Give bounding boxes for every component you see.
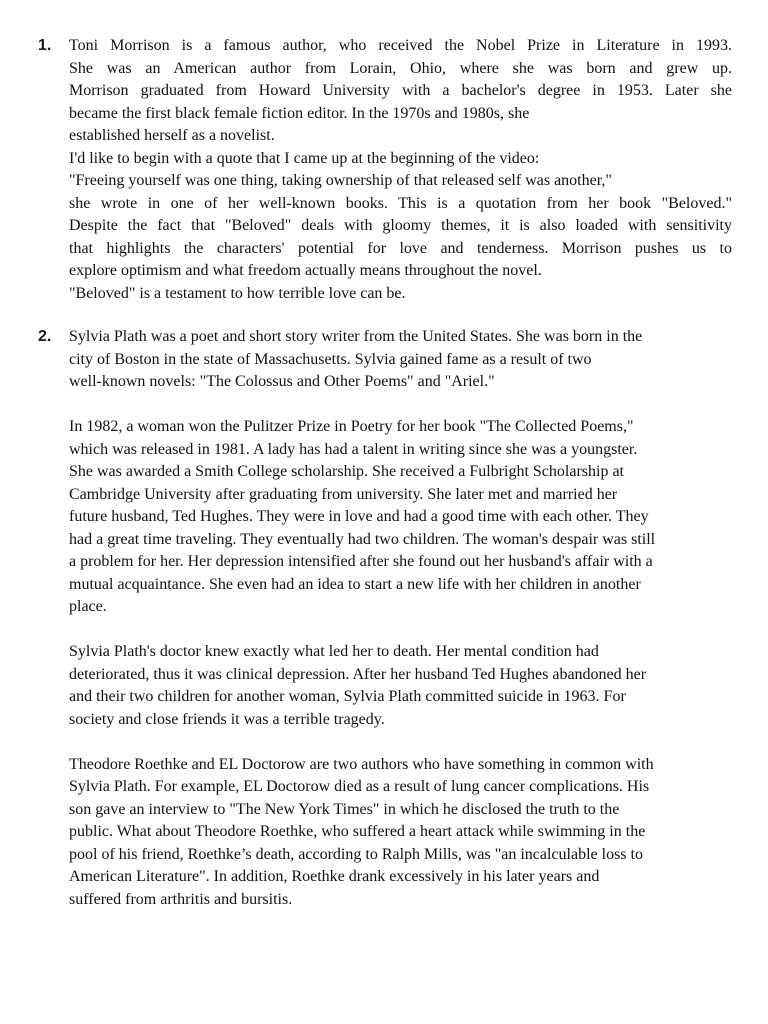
- text-line: that highlights the characters' potential for love and tenderness. Morrison pushes us to: [69, 239, 732, 257]
- text-line: She was awarded a Smith College scholarship. She received a Fulbright Scholarship at: [69, 463, 624, 480]
- text-line: explore optimism and what freedom actually means throughout the novel.: [69, 262, 542, 279]
- text-line: future husband, Ted Hughes. They were in love and had a good time with each other. They: [69, 508, 649, 525]
- text-line: Morrison graduated from Howard University with a bachelor's degree in 1953. Later she: [69, 82, 732, 99]
- text-line: Sylvia Plath. For example, EL Doctorow died as a result of lung cancer complications. His: [69, 778, 650, 795]
- text-line: she wrote in one of her well-known books. This is a quotation from her book "Beloved.": [69, 194, 732, 212]
- text-line: established herself as a novelist.: [69, 127, 275, 144]
- text-line: "Beloved" is a testament to how terrible love can be.: [69, 284, 406, 302]
- text-line: Toni Morrison is a famous author, who received the Nobel Prize in Literature in 1993.: [69, 37, 732, 54]
- paragraph: [69, 326, 732, 394]
- text-line: Despite the fact that "Beloved" deals with gloomy themes, it is also loaded with sensitivity: [69, 217, 732, 234]
- text-line: became the first black female fiction editor. In the 1970s and 1980s, she: [69, 104, 530, 122]
- text-line: Sylvia Plath was a poet and short story writer from the United States. She was born in the: [69, 328, 643, 345]
- text-line: mutual acquaintance. She even had an idea to start a new life with her children in another: [69, 575, 641, 593]
- text-line: which was released in 1981. A lady has had a talent in writing since she was a youngster.: [69, 440, 638, 458]
- item-text: [69, 326, 732, 934]
- text-line: pool of his friend, Roethke’s death, according to Ralph Mills, was "an incalculable loss to: [69, 845, 643, 863]
- list-number: 1.: [38, 37, 52, 54]
- text-line: society and close friends it was a terrible tragedy.: [69, 710, 385, 728]
- item-text: [69, 35, 732, 305]
- text-line: I'd like to begin with a quote that I came up at the beginning of the video:: [69, 149, 540, 167]
- paragraph: [69, 641, 732, 731]
- text-line: American Literature". In addition, Roethke drank excessively in his later years and: [69, 868, 600, 885]
- list-number: 2.: [38, 328, 52, 345]
- text-line: Theodore Roethke and EL Doctorow are two authors who have something in common with: [69, 755, 654, 773]
- text-line: city of Boston in the state of Massachusetts. Sylvia gained fame as a result of two: [69, 350, 592, 368]
- text-line: a problem for her. Her depression intensified after she found out her husband's affair with a: [69, 553, 653, 570]
- text-line: place.: [69, 598, 107, 615]
- text-line: suffered from arthritis and bursitis.: [69, 890, 293, 908]
- text-line: Sylvia Plath's doctor knew exactly what led her to death. Her mental condition had: [69, 643, 599, 660]
- text-line: She was an American author from Lorain, Ohio, where she was born and grew up.: [69, 59, 732, 77]
- text-line: In 1982, a woman won the Pulitzer Prize in Poetry for her book "The Collected Poems,": [69, 418, 634, 435]
- text-line: deteriorated, thus it was clinical depression. After her husband Ted Hughes abandoned her: [69, 665, 647, 683]
- paragraph: [69, 754, 732, 912]
- text-line: public. What about Theodore Roethke, who suffered a heart attack while swimming in the: [69, 823, 646, 840]
- text-line: well-known novels: "The Colossus and Other Poems" and "Ariel.": [69, 373, 495, 390]
- text-line: and their two children for another woman, Sylvia Plath committed suicide in 1963. For: [69, 688, 626, 705]
- text-line: Cambridge University after graduating from university. She later met and married her: [69, 485, 618, 503]
- text-line: had a great time traveling. They eventually had two children. The woman's despair was still: [69, 530, 656, 548]
- text-line: son gave an interview to "The New York Times" in which he disclosed the truth to the: [69, 800, 620, 818]
- text-line: "Freeing yourself was one thing, taking ownership of that released self was another,": [69, 172, 612, 189]
- paragraph: [69, 416, 732, 619]
